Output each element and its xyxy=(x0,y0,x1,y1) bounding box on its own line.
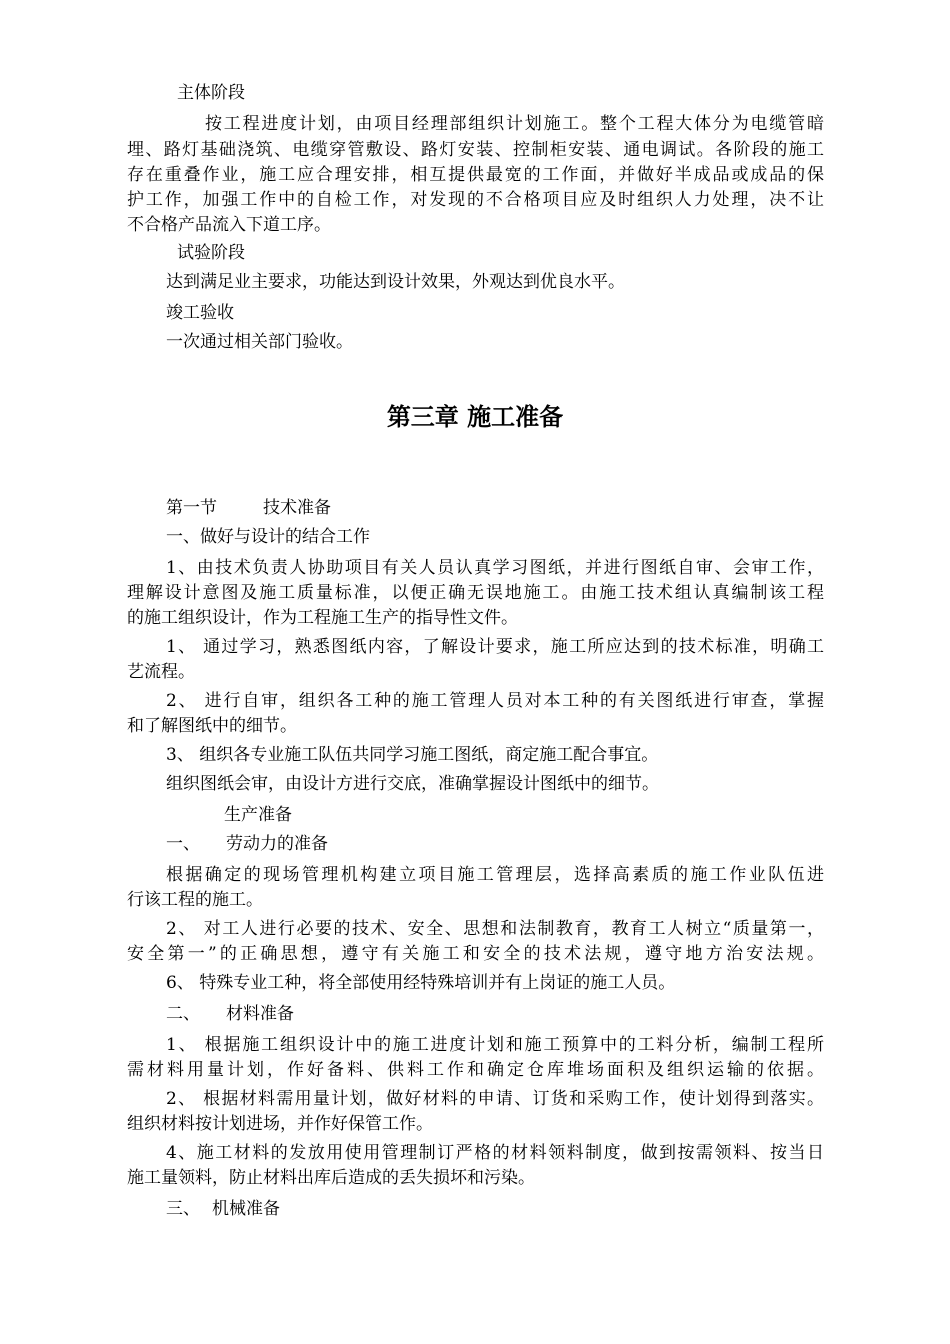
material-name: 材料准备 xyxy=(226,1004,294,1024)
labor-p2-line-1: 2、 对工人进行必要的技术、安全、思想和法制教育，教育工人树立“质量第一， xyxy=(166,919,824,939)
acceptance-text: 一次通过相关部门验收。 xyxy=(166,332,353,352)
heading-acceptance: 竣工验收 xyxy=(166,303,234,323)
tech-p4: 3、 组织各专业施工队伍共同学习施工图纸，商定施工配合事宜。 xyxy=(166,745,659,765)
labor-number: 一、 xyxy=(166,834,200,854)
subheading-labor xyxy=(166,833,328,855)
tech-p5: 组织图纸会审，由设计方进行交底，准确掌握设计图纸中的细节。 xyxy=(166,774,659,794)
subheading-design: 一、做好与设计的结合工作 xyxy=(166,527,370,547)
machine-name: 机械准备 xyxy=(212,1199,280,1219)
material-p3-line-1: 4、施工材料的发放用使用管理制订严格的材料领料制度，做到按需领料、按当日 xyxy=(166,1143,824,1163)
labor-p1-line-2: 行该工程的施工。 xyxy=(127,890,263,910)
material-p2-line-1: 2、 根据材料需用量计划，做好材料的申请、订货和采购工作，使计划得到落实。 xyxy=(166,1089,824,1109)
heading-production: 生产准备 xyxy=(224,805,292,825)
labor-name: 劳动力的准备 xyxy=(226,834,328,854)
tech-p3-line-2: 和了解图纸中的细节。 xyxy=(127,716,297,736)
tech-p2-line-1: 1、 通过学习，熟悉图纸内容，了解设计要求，施工所应达到的技术标准，明确工 xyxy=(166,637,824,657)
section-number: 第一节 xyxy=(166,498,217,518)
main-stage-line-5: 不合格产品流入下道工序。 xyxy=(127,215,331,235)
subheading-material xyxy=(166,1003,294,1025)
subheading-machine xyxy=(166,1198,280,1220)
main-stage-line-1: 按工程进度计划，由项目经理部组织计划施工。整个工程大体分为电缆管暗 xyxy=(205,114,824,134)
test-stage-text: 达到满足业主要求，功能达到设计效果，外观达到优良水平。 xyxy=(166,272,625,292)
tech-p1-line-3: 的施工组织设计，作为工程施工生产的指导性文件。 xyxy=(127,608,518,628)
machine-number: 三、 xyxy=(166,1199,200,1219)
section-heading-tech xyxy=(166,497,331,519)
material-p3-line-2: 施工量领料，防止材料出库后造成的丢失损坏和污染。 xyxy=(127,1168,535,1188)
section-name: 技术准备 xyxy=(263,498,331,518)
main-stage-line-4: 护工作，加强工作中的自检工作，对发现的不合格项目应及时组织人力处理，决不让 xyxy=(127,190,824,210)
main-stage-line-2: 埋、路灯基础浇筑、电缆穿管敷设、路灯安装、控制柜安装、通电调试。各阶段的施工 xyxy=(127,140,824,160)
heading-main-stage: 主体阶段 xyxy=(177,83,245,103)
labor-p2-line-2: 安全第一”的正确思想，遵守有关施工和安全的技术法规，遵守地方治安法规。 xyxy=(127,944,824,964)
tech-p1-line-1: 1、由技术负责人协助项目有关人员认真学习图纸，并进行图纸自审、会审工作， xyxy=(166,558,824,578)
main-stage-line-3: 存在重叠作业，施工应合理安排，相互提供最宽的工作面，并做好半成品或成品的保 xyxy=(127,165,824,185)
material-p2-line-2: 组织材料按计划进场，并作好保管工作。 xyxy=(127,1114,433,1134)
material-p1-line-1: 1、 根据施工组织设计中的施工进度计划和施工预算中的工料分析，编制工程所 xyxy=(166,1035,824,1055)
tech-p1-line-2: 理解设计意图及施工质量标准，以便正确无误地施工。由施工技术组认真编制该工程 xyxy=(127,583,824,603)
heading-test-stage: 试验阶段 xyxy=(177,243,245,263)
labor-p3: 6、 特殊专业工种，将全部使用经特殊培训并有上岗证的施工人员。 xyxy=(166,973,676,993)
tech-p3-line-1: 2、 进行自审，组织各工种的施工管理人员对本工种的有关图纸进行审查，掌握 xyxy=(166,691,824,711)
material-p1-line-2: 需材料用量计划，作好备料、供料工作和确定仓库堆场面积及组织运输的依据。 xyxy=(127,1060,824,1080)
tech-p2-line-2: 艺流程。 xyxy=(127,662,195,682)
chapter-title: 第三章 施工准备 xyxy=(386,403,564,431)
labor-p1-line-1: 根据确定的现场管理机构建立项目施工管理层，选择高素质的施工作业队伍进 xyxy=(166,865,824,885)
material-number: 二、 xyxy=(166,1004,200,1024)
